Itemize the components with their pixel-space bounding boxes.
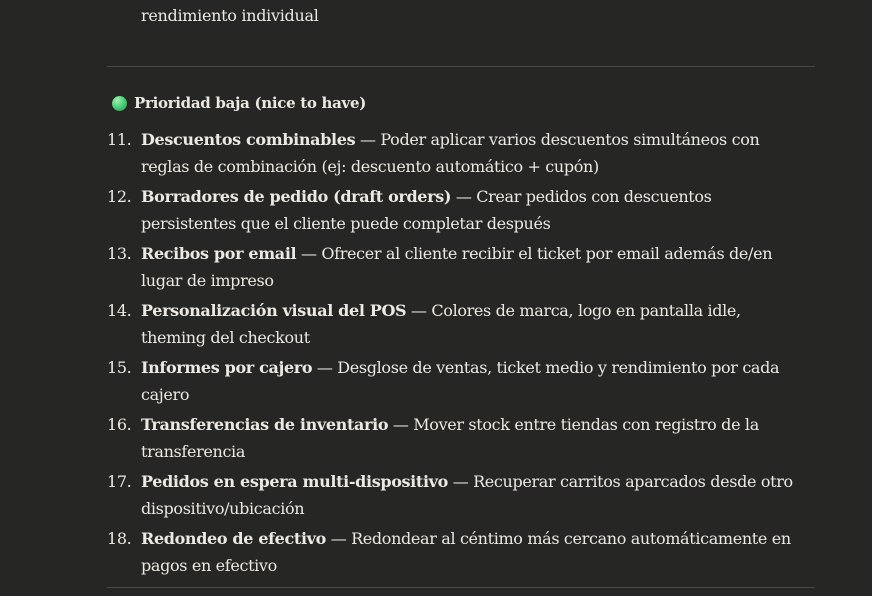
item-title: Transferencias de inventario — [141, 415, 389, 434]
item-description: — Mover stock entre tiendas con registro de la transferencia — [141, 415, 759, 461]
item-title: Recibos por email — [141, 244, 297, 263]
item-description: — Redondear al céntimo más cercano automáticamente en pagos en efectivo — [141, 529, 791, 575]
item-description: — Recuperar carritos aparcados desde otro dispositivo/ubicación — [141, 472, 793, 518]
section-heading-label: Prioridad baja (nice to have) — [134, 94, 367, 112]
priority-list — [107, 127, 807, 583]
item-description: — Crear pedidos con descuentos persistentes que el cliente puede completar después — [141, 187, 712, 233]
item-title: Redondeo de efectivo — [141, 529, 326, 548]
green-circle-icon — [112, 96, 127, 111]
list-item — [107, 241, 807, 294]
section-heading — [112, 92, 366, 114]
item-number: 13. — [107, 244, 132, 263]
item-number: 15. — [107, 358, 132, 377]
item-number: 16. — [107, 415, 132, 434]
item-number: 14. — [107, 301, 132, 320]
list-item — [107, 526, 807, 579]
previous-item-continuation: rendimiento individual — [141, 6, 319, 25]
list-item — [107, 355, 807, 408]
item-number: 18. — [107, 529, 132, 548]
item-description: — Poder aplicar varios descuentos simultáneos con reglas de combinación (ej: descuento automático + cupón) — [141, 130, 760, 176]
item-title: Descuentos combinables — [141, 130, 356, 149]
item-number: 17. — [107, 472, 132, 491]
item-number: 11. — [107, 130, 132, 149]
item-title: Informes por cajero — [141, 358, 313, 377]
item-title: Personalización visual del POS — [141, 301, 407, 320]
list-item — [107, 184, 807, 237]
section-divider — [107, 66, 815, 67]
item-description: — Desglose de ventas, ticket medio y rendimiento por cada cajero — [141, 358, 780, 404]
list-item — [107, 127, 807, 180]
item-title: Borradores de pedido (draft orders) — [141, 187, 452, 206]
item-description: — Colores de marca, logo en pantalla idle, theming del checkout — [141, 301, 741, 347]
list-item — [107, 298, 807, 351]
section-divider — [107, 587, 815, 588]
item-number: 12. — [107, 187, 132, 206]
item-description: — Ofrecer al cliente recibir el ticket por email además de/en lugar de impreso — [141, 244, 773, 290]
item-title: Pedidos en espera multi-dispositivo — [141, 472, 448, 491]
list-item — [107, 412, 807, 465]
list-item — [107, 469, 807, 522]
